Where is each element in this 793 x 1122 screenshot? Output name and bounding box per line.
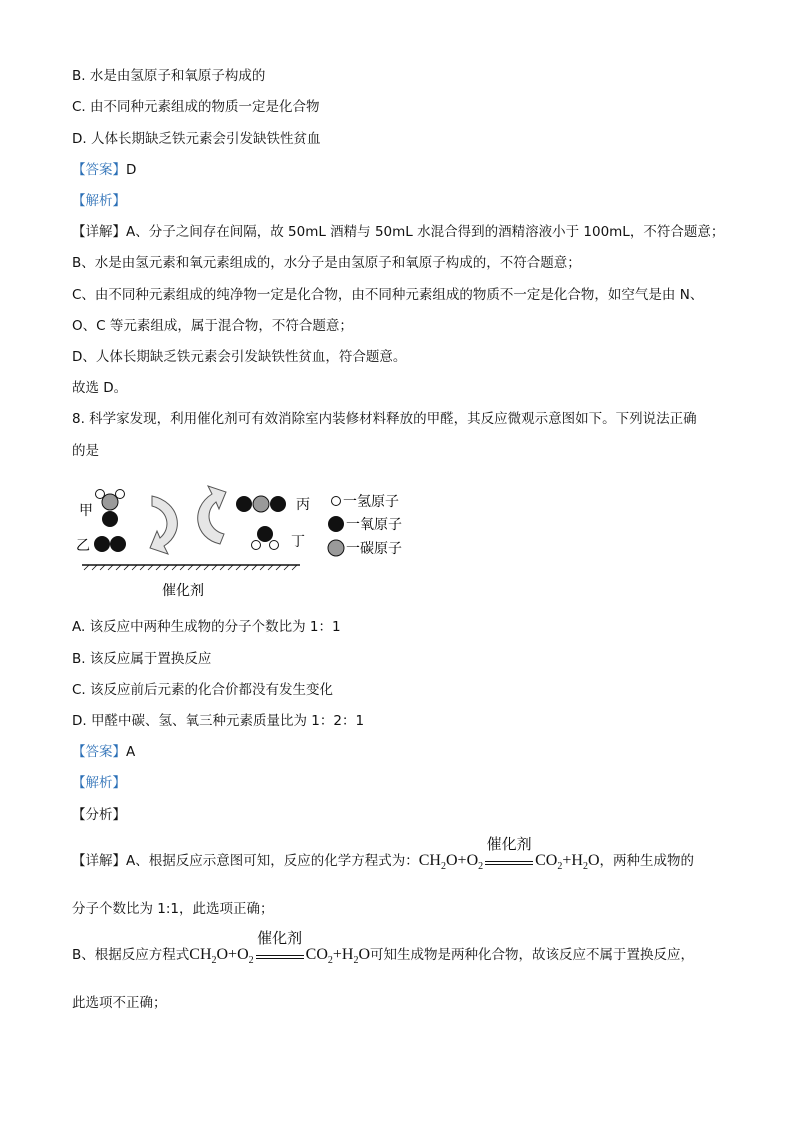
answer-tag: 【答案】 (72, 744, 126, 760)
yi-oxygen-atom (94, 536, 110, 552)
legend-carbon-label: 一碳原子 (346, 541, 402, 557)
equation-arrow (256, 929, 304, 964)
q7-detail-c2: O、C 等元素组成，属于混合物，不符合题意； (72, 318, 353, 334)
q8-stem-line1: 8. 科学家发现，利用催化剂可有效消除室内装修材料释放的甲醛，其反应微观示意图如下。下列说法正确 (72, 411, 697, 427)
equation-reactants: $CH_2O+O_2$ (418, 852, 484, 873)
jia-oxygen-atom (102, 511, 118, 527)
detail-tag: 【详解】 (72, 853, 126, 869)
ding-hydrogen-atom (252, 541, 261, 550)
detail-b-post: 可知生成物是两种化合物，故该反应不属于置换反应， (370, 947, 695, 963)
ding-hydrogen-atom (270, 541, 279, 550)
q7-answer-line (72, 160, 136, 180)
bing-carbon-atom (253, 496, 269, 512)
legend-hydrogen-swatch (332, 497, 341, 506)
q8-option-a: A. 该反应中两种生成物的分子个数比为 1：1 (72, 619, 341, 635)
q8-answer-line (72, 742, 135, 762)
equation-products: $CO_2+H_2O$ (535, 852, 600, 873)
q7-detail-a-line (72, 222, 724, 242)
q7-option-b: B. 水是由氢原子和氧原子构成的 (72, 68, 266, 84)
q7-option-c: C. 由不同种元素组成的物质一定是化合物 (72, 99, 320, 115)
equation-reactants: $CH_2O+O_2$ (189, 946, 254, 967)
answer-tag: 【答案】 (72, 162, 126, 178)
label-ding: 丁 (291, 534, 305, 550)
curved-arrow-left-icon (150, 496, 177, 554)
legend-carbon-swatch (328, 540, 344, 556)
detail-a: A、分子之间存在间隔，故 50mL 酒精与 50mL 水混合得到的酒精溶液小于 100mL，不符合题意； (126, 224, 725, 240)
q8-detail-b-line (72, 929, 695, 971)
label-jia: 甲 (79, 503, 93, 519)
q8-analysis-tag: 【解析】 (72, 775, 126, 791)
legend-hydrogen-label: 一氢原子 (343, 494, 399, 510)
answer-value: A (126, 744, 136, 760)
answer-value: D (126, 162, 137, 178)
detail-a-post: ，两种生成物的 (599, 853, 694, 869)
q8-option-d: D. 甲醛中碳、氢、氧三种元素质量比为 1：2：1 (72, 713, 365, 729)
catalyst-label: 催化剂 (162, 583, 204, 599)
bing-oxygen-atom (236, 496, 252, 512)
bing-oxygen-atom (270, 496, 286, 512)
detail-tag: 【详解】 (72, 224, 126, 240)
equation-catalyst-label: 催化剂 (486, 835, 532, 853)
ding-oxygen-atom (257, 526, 273, 542)
q8-detail-b2: 此选项不正确； (72, 995, 167, 1011)
legend-oxygen-label: 一氧原子 (346, 517, 402, 533)
legend-oxygen-swatch (328, 516, 344, 532)
q8-fenxi-tag: 【分析】 (72, 807, 126, 823)
q8-stem-line2: 的是 (72, 443, 99, 459)
detail-a-pre: A、根据反应示意图可知，反应的化学方程式为： (126, 853, 419, 869)
q8-option-c: C. 该反应前后元素的化合价都没有发生变化 (72, 682, 334, 698)
equation-arrow (485, 835, 533, 870)
q7-analysis-tag: 【解析】 (72, 193, 126, 209)
q7-option-d: D. 人体长期缺乏铁元素会引发缺铁性贫血 (72, 131, 321, 147)
equation-catalyst-label: 催化剂 (257, 929, 303, 947)
q7-detail-d: D、人体长期缺乏铁元素会引发缺铁性贫血，符合题意。 (72, 349, 407, 365)
q7-detail-b: B、水是由氢元素和氧元素组成的，水分子是由氢原子和氧原子构成的，不符合题意； (72, 255, 581, 271)
jia-carbon-atom (102, 494, 118, 510)
curved-arrow-right-icon (198, 486, 226, 544)
label-yi: 乙 (76, 538, 90, 554)
reaction-diagram (72, 484, 412, 604)
label-bing: 丙 (296, 497, 310, 513)
q8-detail-a2: 分子个数比为 1:1，此选项正确； (72, 901, 274, 917)
detail-b-pre: B、根据反应方程式 (72, 947, 190, 963)
q7-detail-c1: C、由不同种元素组成的纯净物一定是化合物，由不同种元素组成的物质不一定是化合物，如空气是由 N、 (72, 287, 704, 303)
equation-products: $CO_2+H_2O$ (305, 946, 371, 967)
q8-detail-a-line (72, 835, 694, 877)
q7-conclusion: 故选 D。 (72, 380, 128, 396)
yi-oxygen-atom (110, 536, 126, 552)
q8-option-b: B. 该反应属于置换反应 (72, 651, 212, 667)
